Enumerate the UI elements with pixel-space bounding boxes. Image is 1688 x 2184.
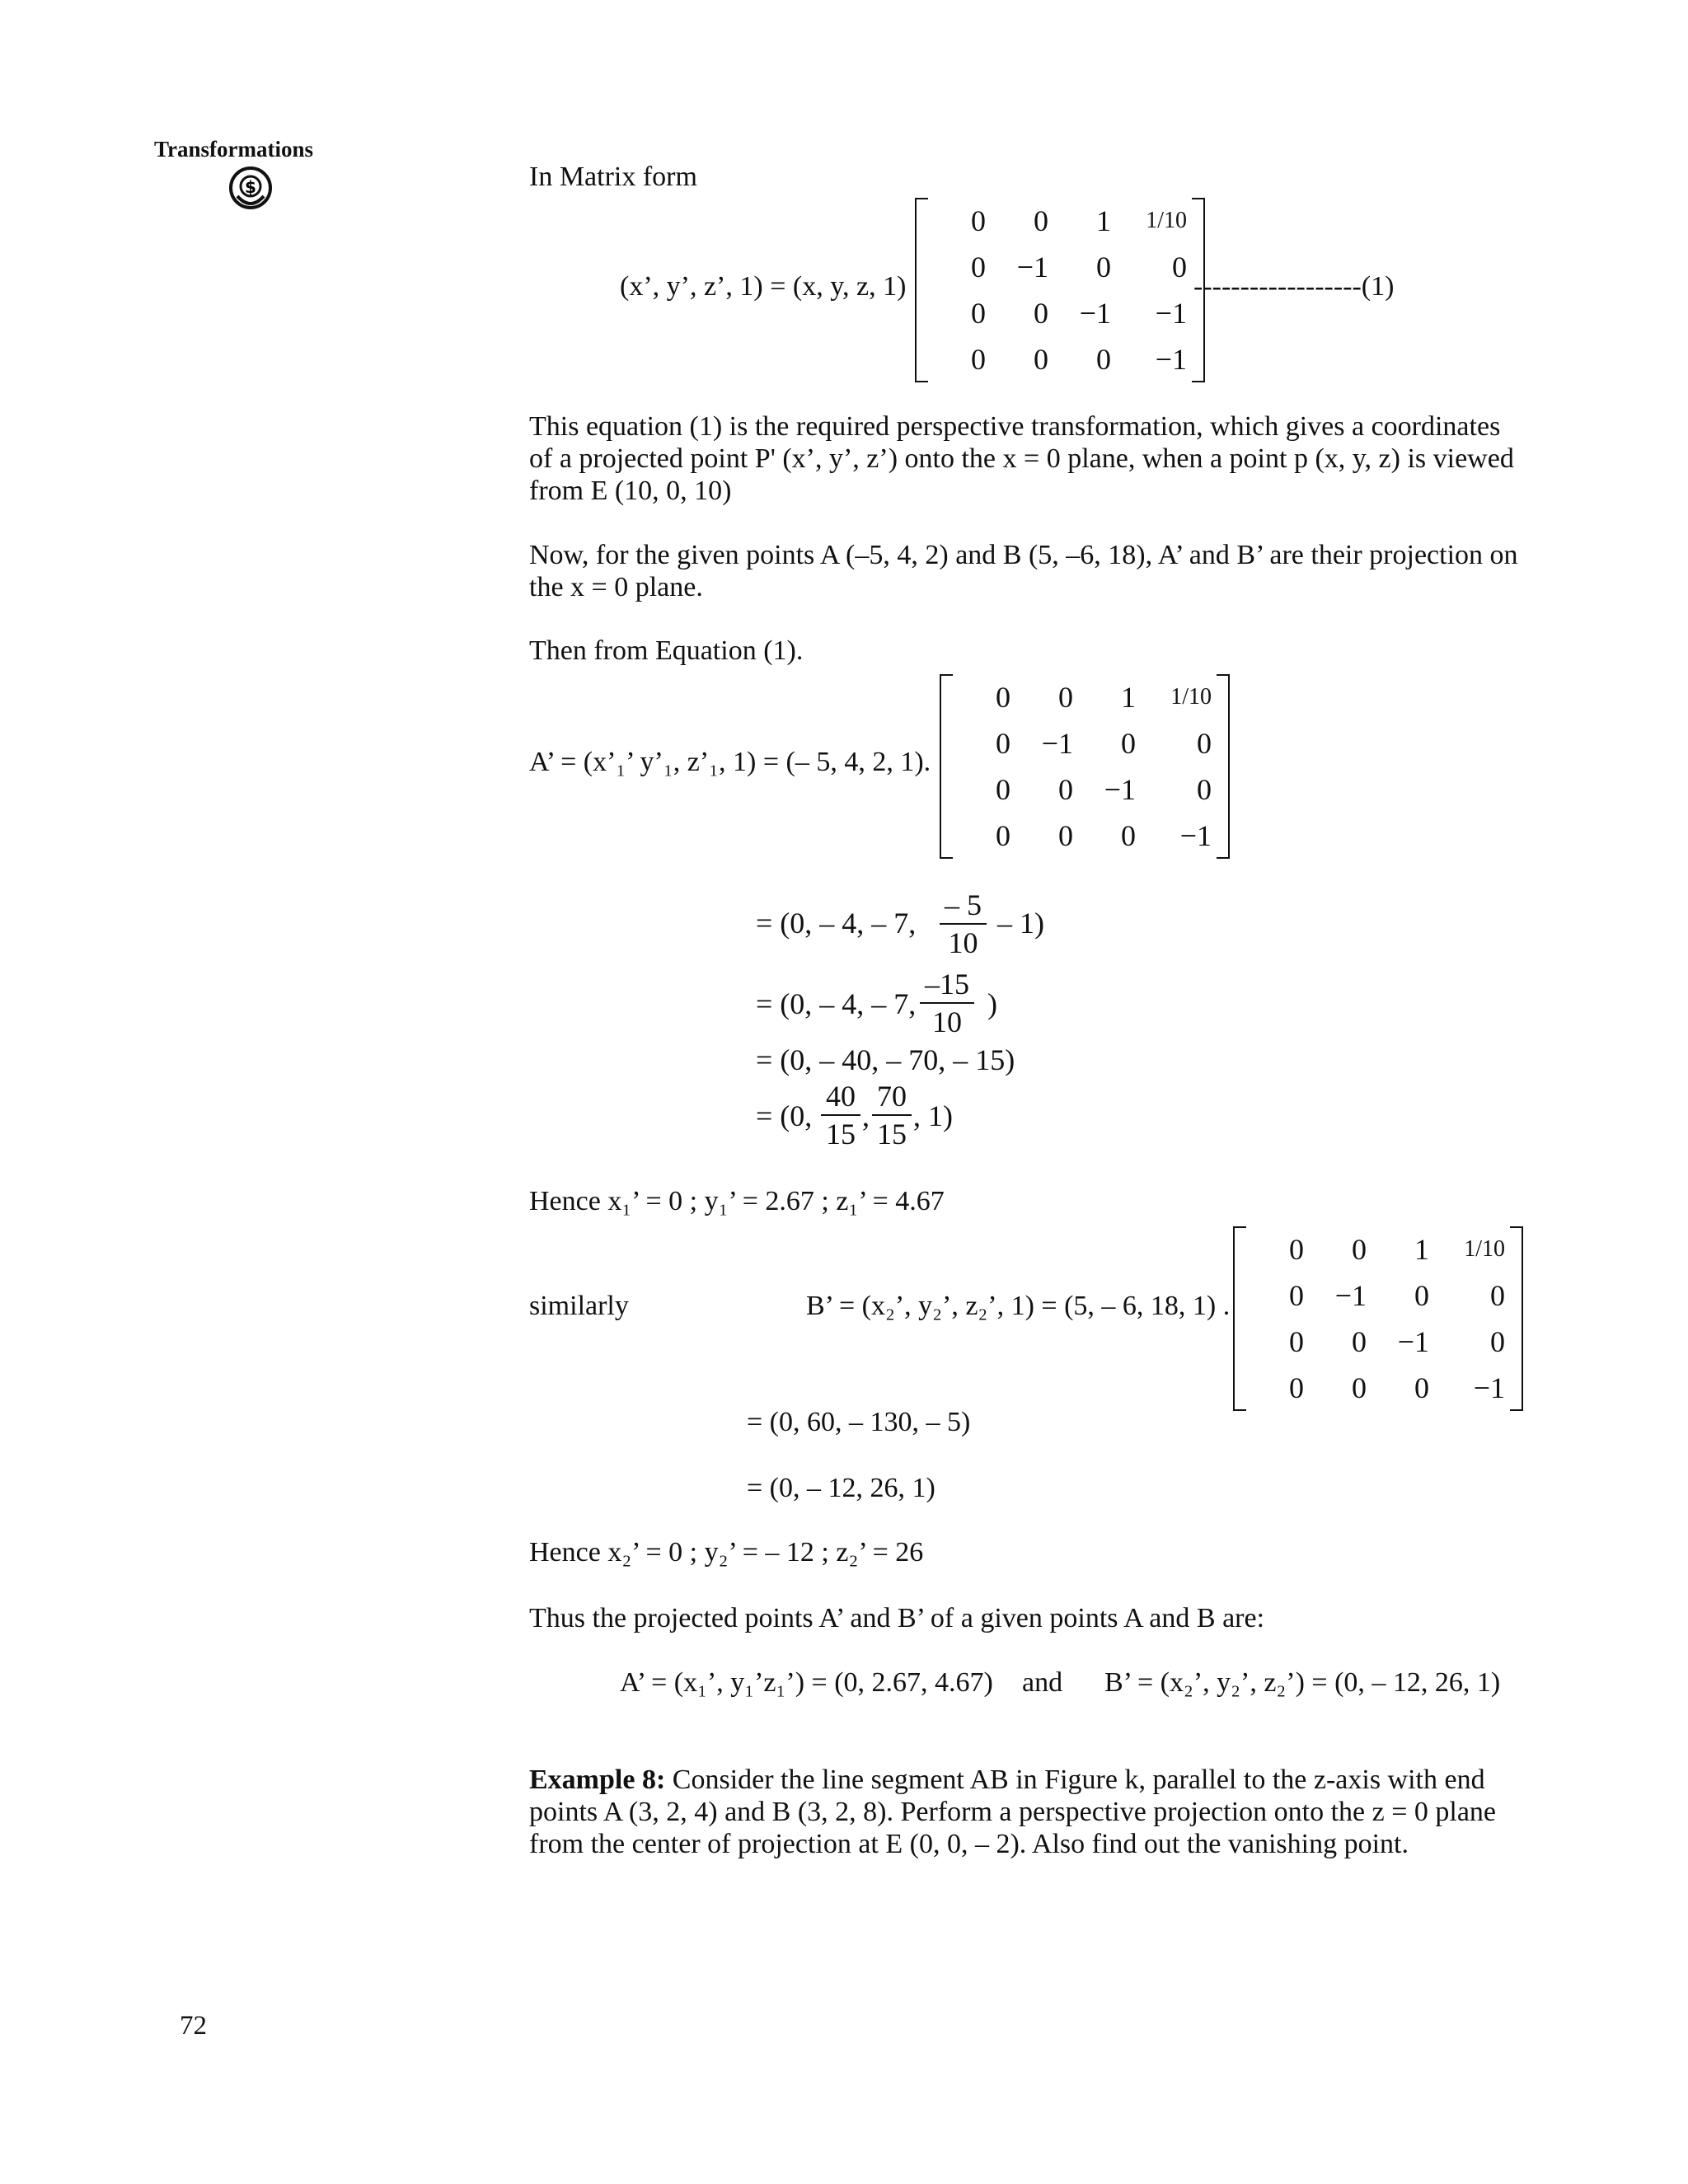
matrix-cell: 0 xyxy=(1034,204,1048,237)
step3: = (0, – 40, – 70, – 15) xyxy=(756,1043,1015,1076)
matrix-cell: 0 xyxy=(1058,819,1073,852)
matrix-cell: 0 xyxy=(1289,1371,1304,1404)
final-a: A’ = (x₁’, y₁’z₁’) = (0, 2.67, 4.67) xyxy=(620,1667,993,1698)
matrix-cell: 0 xyxy=(1352,1233,1367,1266)
final-b: B’ = (x₂’, y₂’, z₂’) = (0, – 12, 26, 1) xyxy=(1104,1667,1501,1698)
matrix-cell: 0 xyxy=(1197,727,1212,760)
matrix-row xyxy=(1246,1319,1510,1365)
matrix-row xyxy=(953,674,1217,720)
step4-pre: = (0, xyxy=(756,1099,813,1132)
matrix-cell: −1 xyxy=(1334,1279,1367,1312)
logo-icon xyxy=(227,165,274,215)
step1-pre: = (0, – 4, – 7, xyxy=(756,907,917,940)
matrix-row xyxy=(953,813,1217,859)
matrix-cell: −1 xyxy=(1179,819,1212,852)
matrix-cell: 0 xyxy=(1121,819,1136,852)
matrix-cell: 1 xyxy=(1121,681,1136,714)
step4-post: , 1) xyxy=(913,1099,953,1132)
matrix-cell: 0 xyxy=(1058,773,1073,806)
svg-text:$: $ xyxy=(245,177,256,197)
matrix-cell: 1 xyxy=(1414,1233,1429,1266)
matrix-row xyxy=(953,766,1217,813)
step4-den2: 15 xyxy=(877,1118,907,1151)
matrix-cell: 0 xyxy=(1490,1325,1505,1358)
matrix-cell: −1 xyxy=(1016,251,1048,284)
step2-pre: = (0, – 4, – 7, xyxy=(756,987,917,1020)
matrix-row xyxy=(928,244,1192,290)
similarly-label: similarly xyxy=(529,1291,629,1321)
example-8 xyxy=(529,1764,1518,1860)
matrix-cell: 0 xyxy=(1034,343,1048,376)
matrix-cell: −1 xyxy=(1397,1325,1429,1358)
matrix-row xyxy=(953,720,1217,766)
eqB-lhs: B’ = (x₂’, y₂’, z₂’, 1) = (5, – 6, 18, 1) . xyxy=(806,1291,1231,1321)
matrix-cell: 0 xyxy=(971,204,986,237)
step2-fraction xyxy=(920,966,974,1040)
matrix-cell: 0 xyxy=(1289,1233,1304,1266)
paragraph-3: Then from Equation (1). xyxy=(529,635,804,666)
step4-fraction-2 xyxy=(872,1078,912,1152)
matrix-row xyxy=(928,198,1192,244)
matrix-cell: −1 xyxy=(1104,773,1136,806)
hence-1: Hence x₁’ = 0 ; y₁’ = 2.67 ; z₁’ = 4.67 xyxy=(529,1186,945,1216)
matrix-cell: 1/10 xyxy=(1464,1236,1505,1262)
example-text: Consider the line segment AB in Figure k, parallel to the z-axis with end points A (3, 2, 4) and B (3, 2, 8). Perform a perspective projection onto the z = 0 plane from the center of projection at E (0, 0, – 2). Also find out the vanishing point. xyxy=(529,1765,1497,1859)
step1-num: – 5 xyxy=(940,887,987,925)
matrix-cell: 0 xyxy=(1034,297,1048,330)
step2-num: –15 xyxy=(920,966,974,1004)
matrix-cell: 1/10 xyxy=(1170,684,1212,710)
b-step2: = (0, – 12, 26, 1) xyxy=(747,1473,935,1503)
matrix-cell: 0 xyxy=(1197,773,1212,806)
eq1-tag: ------------------(1) xyxy=(1193,271,1395,302)
matrix-cell: 0 xyxy=(1096,343,1111,376)
paragraph-2: Now, for the given points A (–5, 4, 2) and B (5, –6, 18), A’ and B’ are their projection on the x = 0 plane. xyxy=(529,540,1518,602)
matrix-cell: 0 xyxy=(1121,727,1136,760)
matrix-cell: 0 xyxy=(1414,1371,1429,1404)
step4-den1: 15 xyxy=(826,1118,856,1151)
matrix-cell: 0 xyxy=(1352,1371,1367,1404)
matrix-cell: 0 xyxy=(1096,251,1111,284)
matrix-cell: 0 xyxy=(996,681,1010,714)
paragraph-1: This equation (1) is the required perspective transformation, which gives a coordinates of a projected point P' (x’, y’, z’) onto the x = 0 plane, when a point p (x, y, z) is viewed from E (10, 0, 10) xyxy=(529,411,1514,506)
matrix-cell: 1/10 xyxy=(1146,208,1187,233)
matrix-2 xyxy=(953,674,1217,859)
matrix-cell: 0 xyxy=(971,251,986,284)
step1-fraction xyxy=(940,887,987,961)
step1-den: 10 xyxy=(948,926,978,959)
matrix-form-label: In Matrix form xyxy=(529,162,697,192)
matrix-1 xyxy=(928,198,1192,382)
matrix-cell: 0 xyxy=(996,773,1010,806)
example-label: Example 8: xyxy=(529,1765,666,1795)
matrix-cell: 1 xyxy=(1096,204,1111,237)
matrix-cell: 0 xyxy=(1289,1279,1304,1312)
eqA-lhs: A’ = (x’₁’ y’₁, z’₁, 1) = (– 5, 4, 2, 1). xyxy=(529,747,931,777)
b-step1: = (0, 60, – 130, – 5) xyxy=(747,1407,971,1437)
matrix-cell: 0 xyxy=(996,819,1010,852)
matrix-cell: −1 xyxy=(1155,343,1187,376)
step2-post: ) xyxy=(987,987,997,1020)
matrix-cell: −1 xyxy=(1041,727,1073,760)
step4-num2: 70 xyxy=(872,1078,912,1116)
step2-den: 10 xyxy=(932,1005,962,1038)
matrix-row xyxy=(1246,1365,1510,1411)
matrix-row xyxy=(1246,1272,1510,1319)
matrix-cell: 0 xyxy=(1414,1279,1429,1312)
step4-fraction-1 xyxy=(821,1078,860,1152)
matrix-row xyxy=(928,336,1192,382)
matrix-cell: 0 xyxy=(996,727,1010,760)
matrix-row xyxy=(928,290,1192,336)
matrix-cell: −1 xyxy=(1473,1371,1505,1404)
matrix-cell: 0 xyxy=(971,343,986,376)
matrix-cell: 0 xyxy=(1289,1325,1304,1358)
matrix-cell: −1 xyxy=(1079,297,1111,330)
final-and: and xyxy=(1022,1667,1063,1698)
step1-post: – 1) xyxy=(997,907,1044,940)
matrix-cell: 0 xyxy=(1058,681,1073,714)
matrix-cell: 0 xyxy=(1352,1325,1367,1358)
matrix-row xyxy=(1246,1226,1510,1272)
matrix-cell: 0 xyxy=(1172,251,1187,284)
hence-2: Hence x₂’ = 0 ; y₂’ = – 12 ; z₂’ = 26 xyxy=(529,1537,924,1568)
page-number: 72 xyxy=(180,2011,207,2041)
thus-sentence: Thus the projected points A’ and B’ of a given points A and B are: xyxy=(529,1603,1265,1633)
matrix-cell: 0 xyxy=(971,297,986,330)
matrix-cell: 0 xyxy=(1490,1279,1505,1312)
eq1-lhs: (x’, y’, z’, 1) = (x, y, z, 1) xyxy=(620,271,907,302)
section-header: Transformations xyxy=(154,137,313,162)
step4-num1: 40 xyxy=(821,1078,860,1116)
matrix-3 xyxy=(1246,1226,1510,1411)
matrix-cell: −1 xyxy=(1155,297,1187,330)
